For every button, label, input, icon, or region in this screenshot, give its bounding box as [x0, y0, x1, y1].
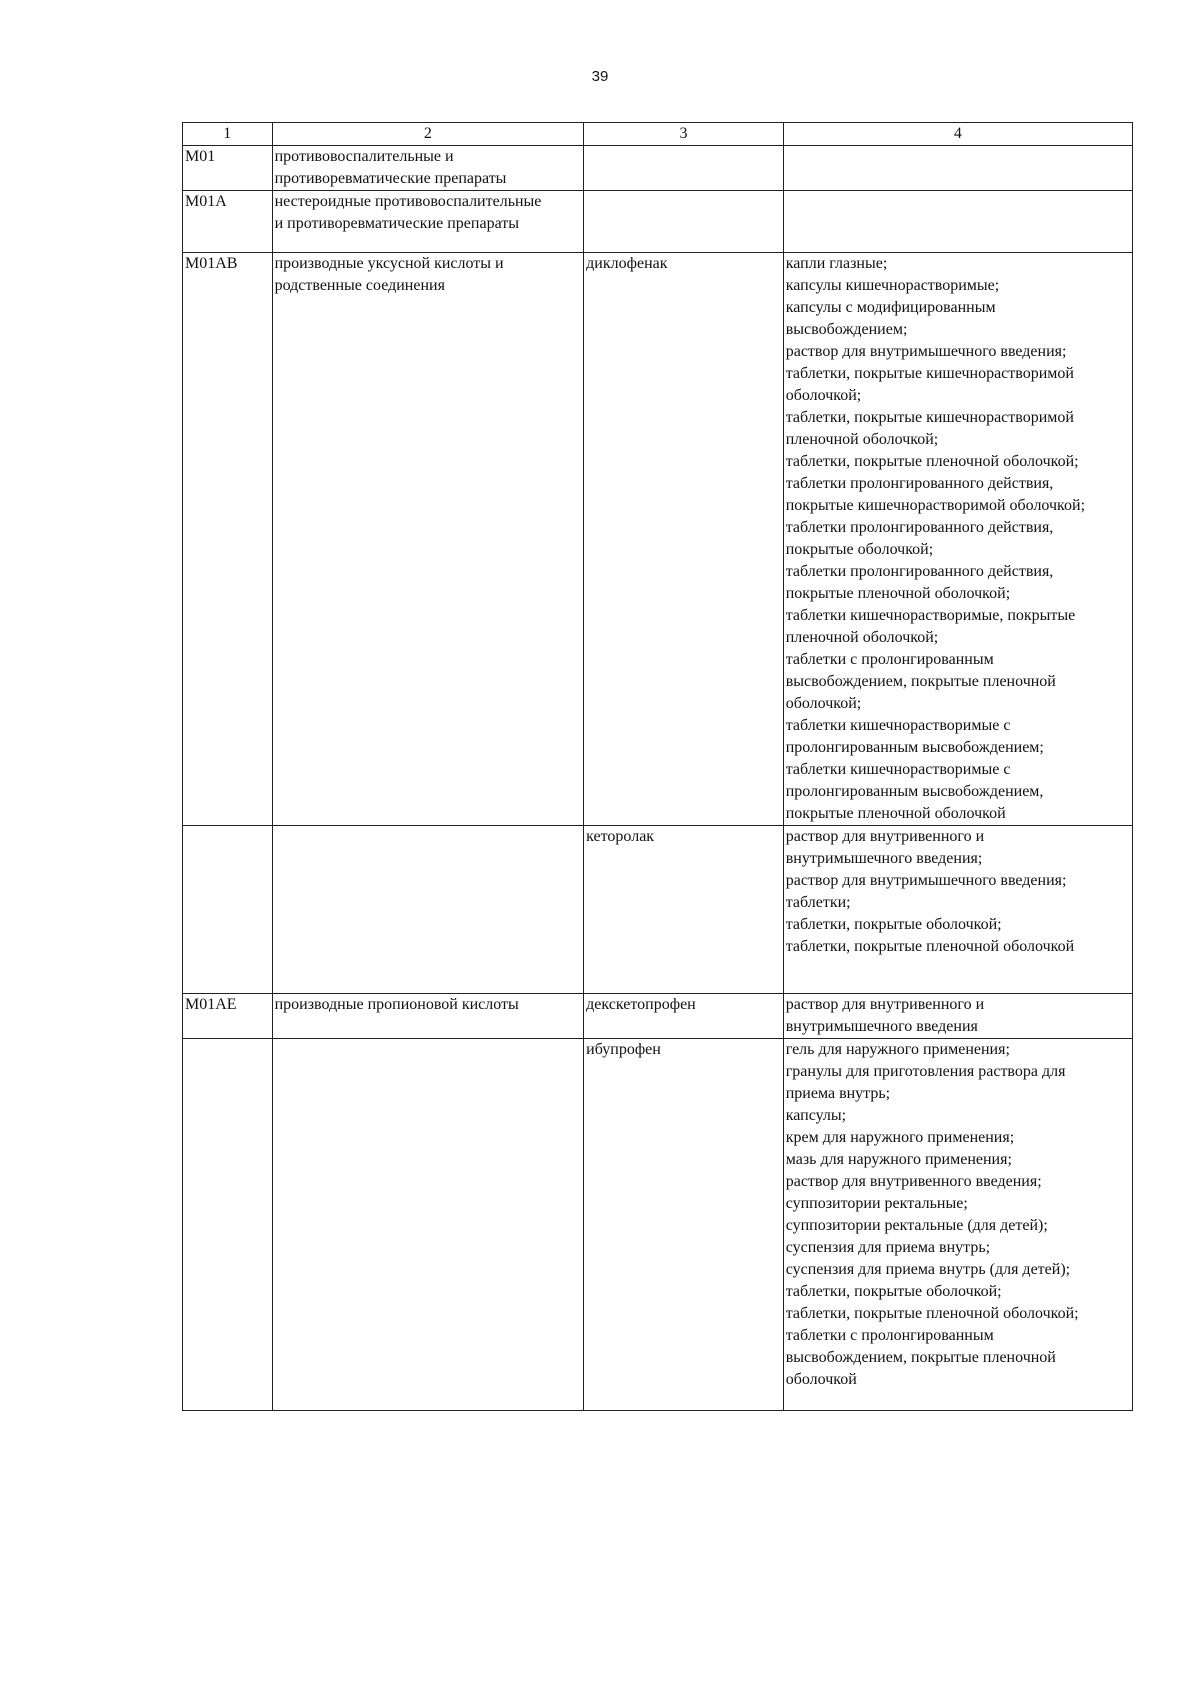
dosage-forms-cell-line: капсулы;: [785, 1107, 847, 1124]
dosage-forms-cell-line: пленочной оболочкой;: [785, 431, 939, 448]
group-name-cell: [272, 1039, 584, 1411]
drug-name-cell: диклофенак: [584, 253, 784, 826]
drug-name-cell: декскетопрофен: [584, 994, 784, 1039]
dosage-forms-cell-line: гель для наружного применения;: [785, 1041, 1010, 1058]
dosage-forms-cell: [783, 994, 1132, 1039]
dosage-forms-cell-line: оболочкой;: [785, 695, 862, 712]
atc-code-cell: M01AE: [183, 994, 273, 1039]
dosage-forms-cell: [783, 146, 1132, 191]
dosage-forms-cell: [783, 253, 1132, 826]
dosage-forms-cell-line: гранулы для приготовления раствора для: [785, 1063, 1066, 1080]
header-col-4: 4: [783, 123, 1132, 146]
dosage-forms-cell-line: высвобождением, покрытые пленочной: [785, 673, 1056, 690]
group-name-cell-line: родственные соединения: [274, 277, 445, 294]
dosage-forms-cell-line: покрытые пленочной оболочкой;: [785, 585, 1011, 602]
group-name-cell-line: производные пропионовой кислоты: [274, 996, 519, 1013]
dosage-forms-cell-line: раствор для внутривенного и: [785, 828, 985, 845]
dosage-forms-cell-line: таблетки, покрытые кишечнорастворимой: [785, 365, 1074, 382]
dosage-forms-cell-line: капли глазные;: [785, 255, 888, 272]
dosage-forms-cell-line: пленочной оболочкой;: [785, 629, 939, 646]
dosage-forms-cell-line: мазь для наружного применения;: [785, 1151, 1012, 1168]
dosage-forms-cell-line: таблетки, покрытые пленочной оболочкой;: [785, 453, 1079, 470]
group-name-cell-line: и противоревматические препараты: [274, 215, 519, 232]
dosage-forms-cell-line: высвобождением, покрытые пленочной: [785, 1349, 1056, 1366]
dosage-forms-cell-line: крем для наружного применения;: [785, 1129, 1015, 1146]
drug-name-cell: ибупрофен: [584, 1039, 784, 1411]
dosage-forms-cell-line: таблетки, покрытые кишечнорастворимой: [785, 409, 1074, 426]
dosage-forms-cell: [783, 191, 1132, 253]
dosage-forms-cell-line: суппозитории ректальные;: [785, 1195, 968, 1212]
dosage-forms-cell-line: покрытые оболочкой;: [785, 541, 934, 558]
table-row: [183, 1039, 1133, 1411]
table-body: [183, 146, 1133, 1411]
header-col-2: 2: [272, 123, 584, 146]
header-row: [183, 123, 1133, 146]
atc-code-cell: M01: [183, 146, 273, 191]
dosage-forms-cell-line: раствор для внутривенного введения;: [785, 1173, 1042, 1190]
dosage-forms-cell-line: таблетки, покрытые оболочкой;: [785, 916, 1002, 933]
dosage-forms-cell-line: капсулы кишечнорастворимые;: [785, 277, 1000, 294]
group-name-cell: [272, 191, 584, 253]
drug-name-cell: [584, 191, 784, 253]
dosage-forms-cell-line: таблетки кишечнорастворимые, покрытые: [785, 607, 1076, 624]
group-name-cell-line: производные уксусной кислоты и: [274, 255, 504, 272]
group-name-cell: [272, 253, 584, 826]
dosage-forms-cell-line: оболочкой: [785, 1371, 857, 1388]
dosage-forms-cell-line: суспензия для приема внутрь (для детей);: [785, 1261, 1071, 1278]
dosage-forms-cell-line: таблетки с пролонгированным: [785, 1327, 994, 1344]
dosage-forms-cell-line: раствор для внутримышечного введения;: [785, 343, 1067, 360]
dosage-forms-cell-line: оболочкой;: [785, 387, 862, 404]
group-name-cell-line: противовоспалительные и: [274, 148, 454, 165]
dosage-forms-cell: [783, 826, 1132, 994]
dosage-forms-cell-line: раствор для внутривенного и: [785, 996, 985, 1013]
dosage-forms-cell-line: пролонгированным высвобождением;: [785, 739, 1044, 756]
table-row: [183, 994, 1133, 1039]
dosage-forms-cell-line: пролонгированным высвобождением,: [785, 783, 1044, 800]
dosage-forms-cell-line: раствор для внутримышечного введения;: [785, 872, 1067, 889]
atc-code-cell: [183, 826, 273, 994]
header-col-3: 3: [584, 123, 784, 146]
drug-name-cell: [584, 146, 784, 191]
dosage-forms-cell-line: суспензия для приема внутрь;: [785, 1239, 991, 1256]
dosage-forms-cell-line: таблетки кишечнорастворимые с: [785, 717, 1011, 734]
table-row: [183, 253, 1133, 826]
dosage-forms-cell-line: суппозитории ректальные (для детей);: [785, 1217, 1048, 1234]
dosage-forms-cell-line: таблетки, покрытые оболочкой;: [785, 1283, 1002, 1300]
dosage-forms-cell-line: таблетки, покрытые пленочной оболочкой: [785, 938, 1075, 955]
group-name-cell: [272, 994, 584, 1039]
table-row: [183, 826, 1133, 994]
table-row: [183, 191, 1133, 253]
dosage-forms-cell-line: таблетки с пролонгированным: [785, 651, 994, 668]
dosage-forms-cell-line: внутримышечного введения: [785, 1018, 978, 1035]
dosage-forms-cell-line: высвобождением;: [785, 321, 908, 338]
atc-code-cell: M01A: [183, 191, 273, 253]
header-col-1: 1: [183, 123, 273, 146]
atc-code-cell: M01AB: [183, 253, 273, 826]
table-row: [183, 146, 1133, 191]
dosage-forms-cell-line: таблетки кишечнорастворимые с: [785, 761, 1011, 778]
dosage-forms-cell-line: таблетки пролонгированного действия,: [785, 519, 1054, 536]
drug-table: [182, 122, 1133, 1411]
dosage-forms-cell-line: покрытые пленочной оболочкой: [785, 805, 1006, 822]
atc-code-cell: [183, 1039, 273, 1411]
dosage-forms-cell-line: таблетки, покрытые пленочной оболочкой;: [785, 1305, 1079, 1322]
page-number: 39: [591, 68, 609, 85]
dosage-forms-cell-line: внутримышечного введения;: [785, 850, 983, 867]
group-name-cell-line: противоревматические препараты: [274, 170, 507, 187]
group-name-cell-line: нестероидные противовоспалительные: [274, 193, 542, 210]
group-name-cell: [272, 146, 584, 191]
dosage-forms-cell-line: таблетки;: [785, 894, 851, 911]
dosage-forms-cell-line: таблетки пролонгированного действия,: [785, 475, 1054, 492]
drug-name-cell: кеторолак: [584, 826, 784, 994]
group-name-cell: [272, 826, 584, 994]
dosage-forms-cell-line: приема внутрь;: [785, 1085, 891, 1102]
dosage-forms-cell-line: капсулы с модифицированным: [785, 299, 996, 316]
dosage-forms-cell-line: таблетки пролонгированного действия,: [785, 563, 1054, 580]
dosage-forms-cell-line: покрытые кишечнорастворимой оболочкой;: [785, 497, 1086, 514]
dosage-forms-cell: [783, 1039, 1132, 1411]
